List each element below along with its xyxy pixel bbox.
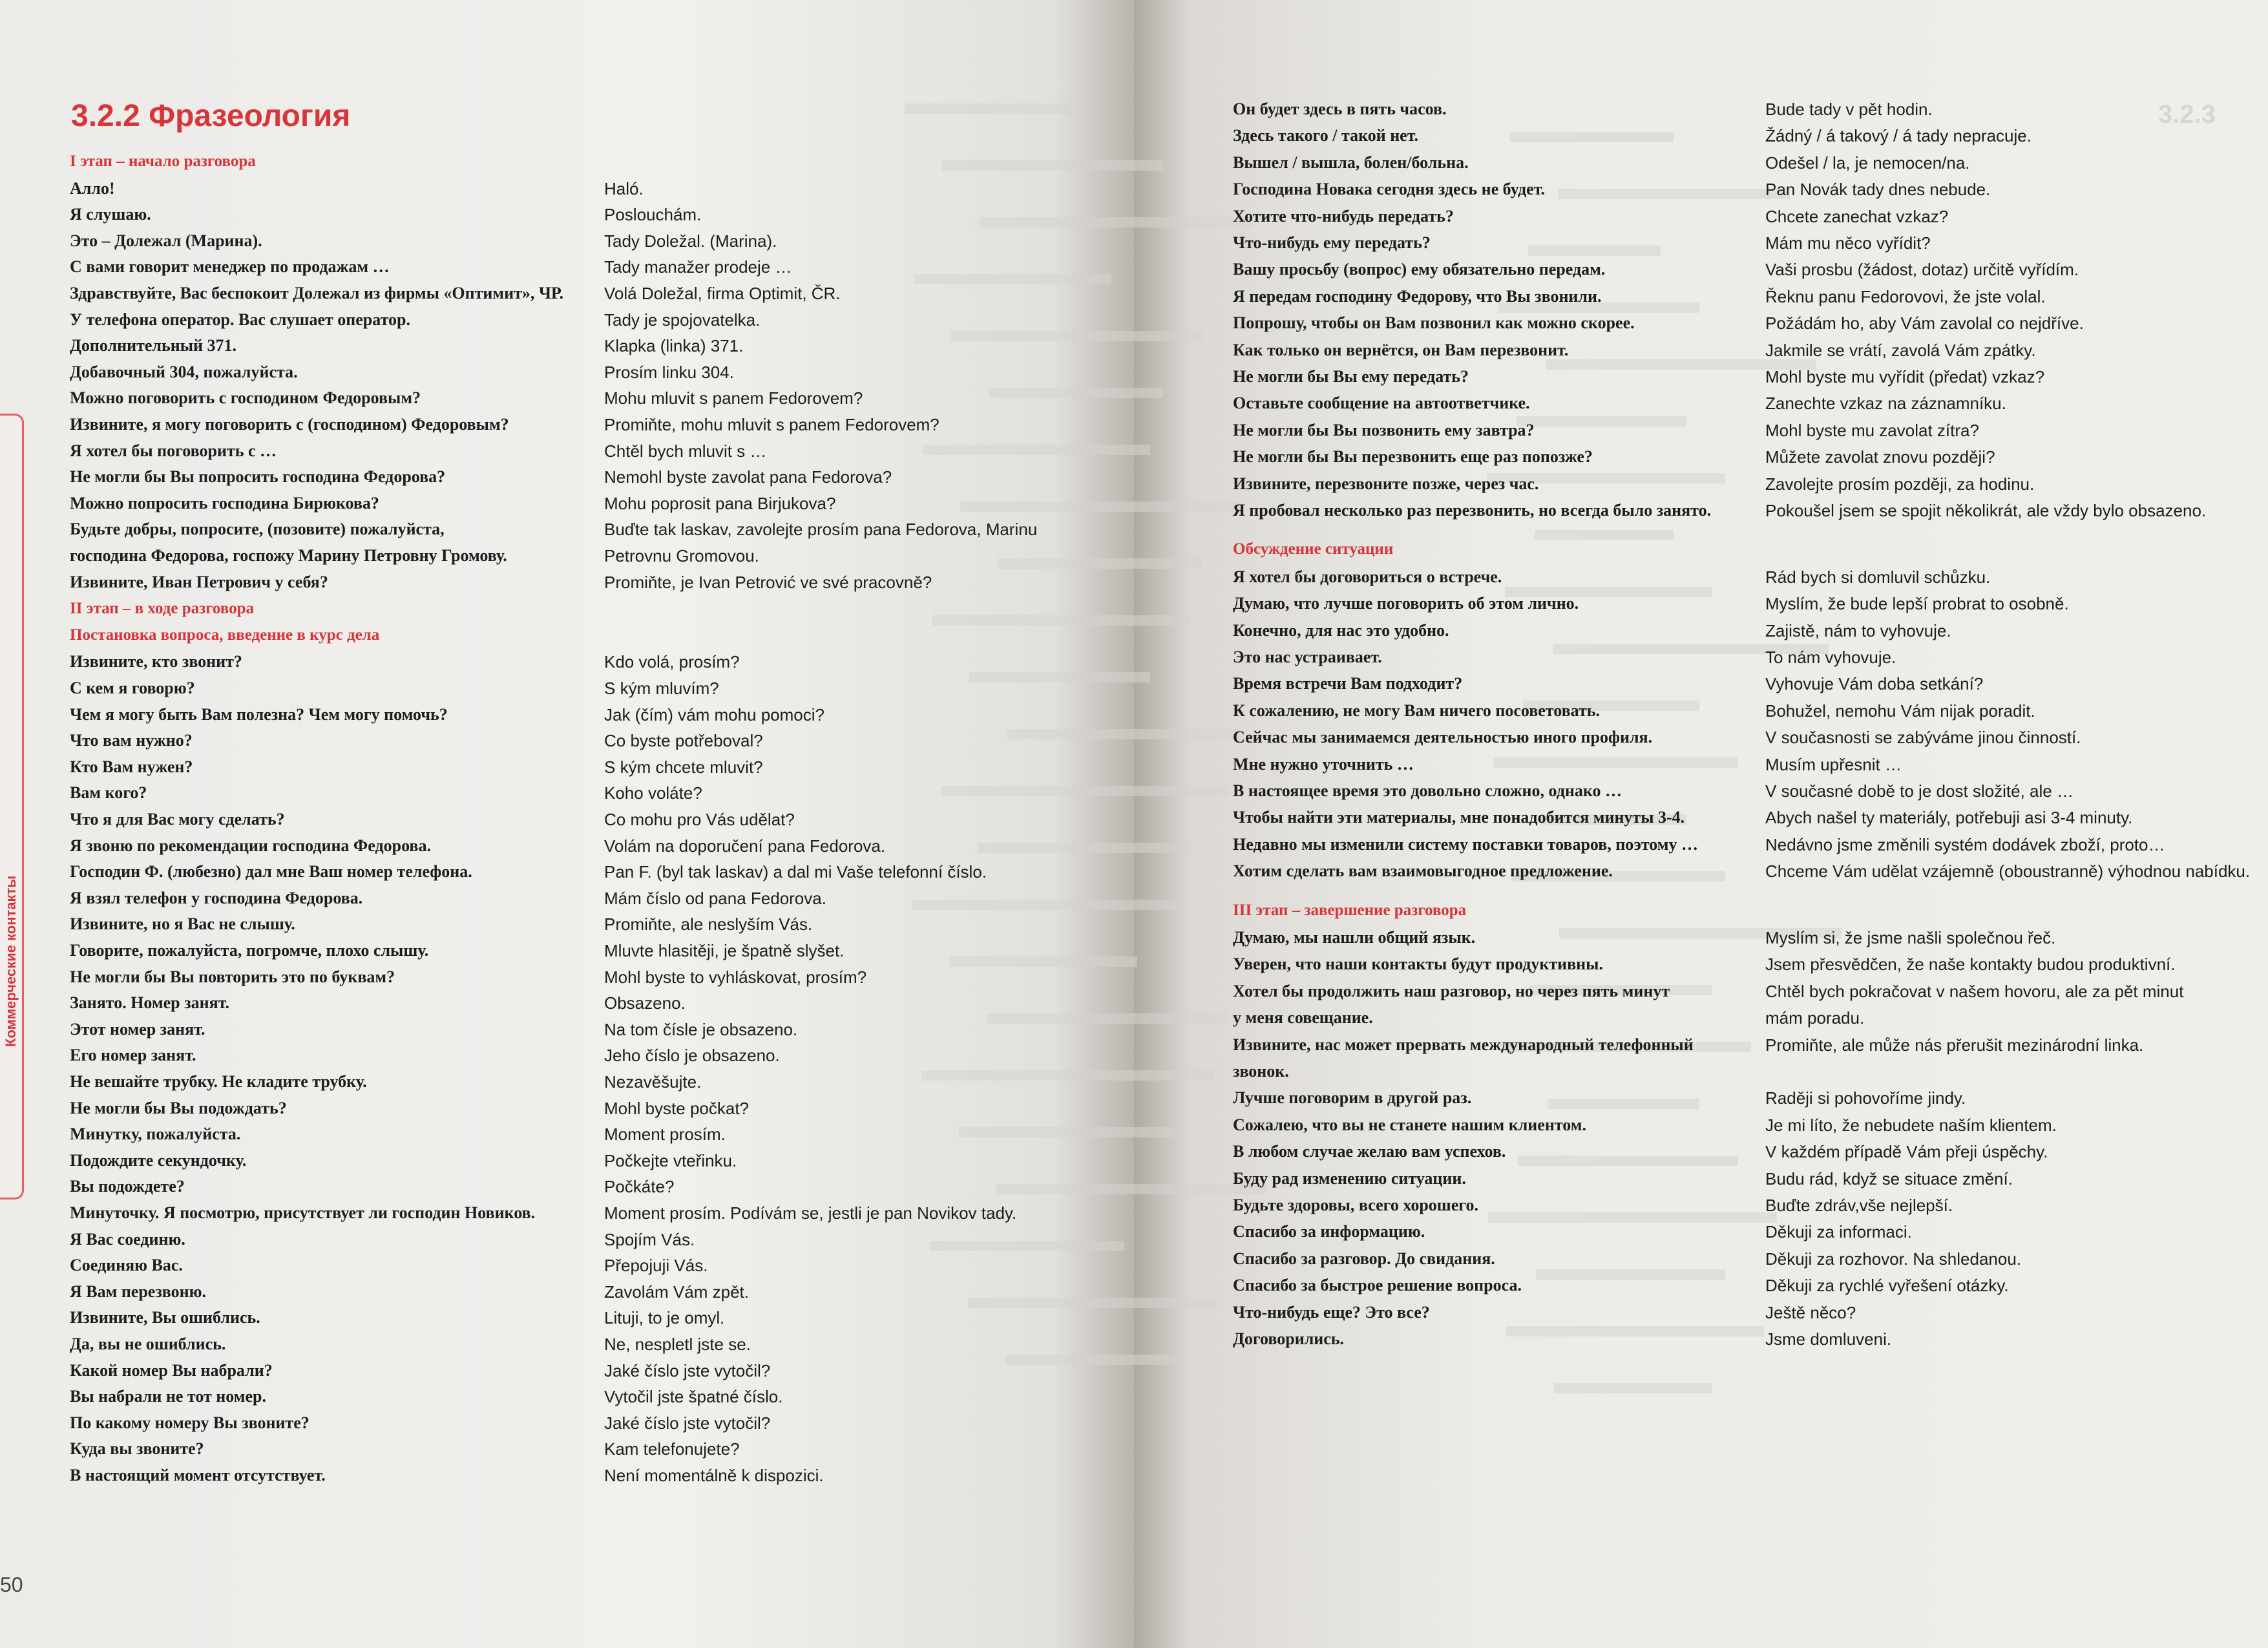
- phrase-ru: Его номер занят.: [70, 1046, 196, 1065]
- phrase-cs: Jakmile se vrátí, zavolá Vám zpátky.: [1765, 340, 2036, 360]
- bleed-through-line: [1493, 757, 1738, 768]
- phrase-ru: Спасибо за информацию.: [1233, 1222, 1425, 1241]
- phrase-ru: Извините, но я Вас не слышу.: [70, 914, 295, 934]
- phrase-cs: Obsazeno.: [604, 993, 686, 1013]
- phrase-ru: Какой номер Вы набрали?: [70, 1360, 273, 1380]
- bleed-through-line: [996, 1184, 1266, 1194]
- phrase-ru: Не могли бы Вы попросить господина Федорова?: [70, 467, 446, 487]
- phrase-ru: Хотите что-нибудь передать?: [1233, 206, 1454, 226]
- section-header: III этап – завершение разговора: [1233, 901, 1467, 919]
- phrase-cs: Koho voláte?: [604, 783, 702, 803]
- phrase-ru: Не могли бы Вы повторить это по буквам?: [70, 967, 395, 986]
- phrase-ru: Извините, я могу поговорить с (господином) Федоровым?: [70, 415, 509, 434]
- phrase-cs: mám poradu.: [1765, 1008, 1865, 1028]
- phrase-ru: Извините, кто звонит?: [70, 652, 242, 671]
- bleed-through-line: [987, 1013, 1228, 1024]
- phrase-cs: Spojím Vás.: [604, 1229, 695, 1249]
- phrase-cs: Pan F. (byl tak laskav) a dal mi Vaše telefonní číslo.: [604, 862, 987, 882]
- phrase-ru: Дополнительный 371.: [70, 336, 236, 355]
- bleed-through-line: [1535, 530, 1674, 540]
- bleed-through-line: [950, 956, 1137, 967]
- bleed-through-heading: 3.2.3: [2158, 100, 2216, 129]
- phrase-ru: Думаю, что лучше поговорить об этом лично.: [1233, 594, 1579, 613]
- phrase-ru: Время встречи Вам подходит?: [1233, 674, 1463, 693]
- phrase-ru: у меня совещание.: [1233, 1008, 1373, 1028]
- phrase-cs: Řeknu panu Fedorovovi, že jste volal.: [1765, 286, 2046, 306]
- phrase-cs: Nemohl byste zavolat pana Fedorova?: [604, 467, 892, 487]
- phrase-ru: Не могли бы Вы перезвонить еще раз попозже?: [1233, 447, 1593, 467]
- bleed-through-line: [968, 1298, 1215, 1308]
- phrase-cs: Mám mu něco vyřídit?: [1765, 233, 1931, 253]
- phrase-ru: Что я для Вас могу сделать?: [70, 810, 285, 829]
- phrase-ru: В любом случае желаю вам успехов.: [1233, 1142, 1506, 1161]
- phrase-ru: Лучше поговорим в другой раз.: [1233, 1088, 1472, 1108]
- phrase-cs: S kým chcete mluvit?: [604, 757, 763, 777]
- phrase-ru: Не могли бы Вы позвонить ему завтра?: [1233, 420, 1535, 439]
- section-header: Обсуждение ситуации: [1233, 540, 1394, 558]
- phrase-cs: Žádný / á takový / á tady nepracuje.: [1765, 126, 2032, 146]
- phrase-ru: Что вам нужно?: [70, 731, 193, 750]
- phrase-ru: Уверен, что наши контакты будут продуктивны.: [1233, 955, 1603, 974]
- phrase-cs: Vaši prosbu (žádost, dotaz) určitě vyřídím.: [1765, 260, 2079, 280]
- phrase-cs: Promiňte, mohu mluvit s panem Fedorovem?: [604, 415, 940, 434]
- phrase-ru: Не могли бы Вы ему передать?: [1233, 367, 1469, 386]
- phrase-cs: Chtěl bych pokračovat v našem hovoru, ale za pět minut: [1765, 981, 2184, 1001]
- phrase-ru: С кем я говорю?: [70, 679, 195, 697]
- phrase-cs: Zavolám Vám zpět.: [604, 1282, 749, 1302]
- phrase-ru: звонок.: [1233, 1062, 1289, 1081]
- phrase-ru: Это – Долежал (Марина).: [70, 231, 262, 250]
- phrase-ru: Что-нибудь еще? Это все?: [1233, 1302, 1430, 1322]
- phrase-cs: Buďte tak laskav, zavolejte prosím pana Fedorova, Marinu: [604, 520, 1038, 540]
- phrase-ru: В настоящий момент отсутствует.: [70, 1466, 326, 1484]
- phrase-cs: Zanechte vzkaz na záznamníku.: [1765, 394, 2006, 414]
- phrase-ru: Я Вас соединю.: [70, 1229, 185, 1249]
- phrase-cs: Děkuji za rozhovor. Na shledanou.: [1765, 1249, 2022, 1269]
- phrase-cs: S kým mluvím?: [604, 679, 719, 698]
- phrase-cs: Kam telefonujete?: [604, 1439, 740, 1459]
- phrase-cs: Jaké číslo jste vytočil?: [604, 1413, 771, 1433]
- phrase-ru: Будьте здоровы, всего хорошего.: [1233, 1196, 1478, 1214]
- phrase-cs: Mohl byste to vyhláskovat, prosím?: [604, 967, 867, 987]
- phrase-ru: Чем я могу быть Вам полезна? Чем могу помочь?: [70, 704, 448, 724]
- bleed-through-line: [1506, 1326, 1764, 1336]
- bleed-through-line: [923, 445, 1150, 455]
- phrase-cs: Co byste potřeboval?: [604, 731, 763, 751]
- bleed-through-line: [1517, 416, 1686, 427]
- phrase-cs: Nezavěšujte.: [604, 1072, 702, 1092]
- phrase-cs: Zavolejte prosím později, za hodinu.: [1765, 474, 2035, 494]
- phrase-cs: Vyhovuje Vám doba setkání?: [1765, 674, 1984, 694]
- phrase-ru: Это нас устраивает.: [1233, 648, 1382, 666]
- side-tab-label: Коммерческие контакты: [3, 875, 19, 1047]
- phrase-ru: Что-нибудь ему передать?: [1233, 233, 1431, 252]
- bleed-through-line: [921, 1070, 1215, 1081]
- phrase-cs: Volám na doporučení pana Fedorova.: [604, 836, 886, 856]
- phrase-cs: Je mi líto, že nebudete naším klientem.: [1765, 1115, 2057, 1135]
- bleed-through-line: [942, 160, 1163, 171]
- phrase-ru: Я слушаю.: [70, 205, 151, 224]
- phrase-ru: Минутку, пожалуйста.: [70, 1125, 241, 1144]
- phrase-ru: Оставьте сообщение на автоответчике.: [1233, 394, 1530, 413]
- phrase-ru: Кто Вам нужен?: [70, 757, 193, 776]
- phrase-ru: Минуточку. Я посмотрю, присутствует ли господин Новиков.: [70, 1203, 536, 1222]
- phrase-cs: Pan Novák tady dnes nebude.: [1765, 180, 1991, 200]
- bleed-through-line: [980, 217, 1254, 227]
- phrase-cs: Raději si pohovoříme jindy.: [1765, 1088, 1966, 1108]
- phrase-ru: Можно поговорить с господином Федоровым?: [70, 388, 421, 408]
- bleed-through-line: [930, 1241, 1124, 1251]
- phrase-cs: Tady je spojovatelka.: [604, 310, 761, 330]
- bleed-through-line: [960, 502, 1241, 512]
- phrase-cs: Chtěl bych mluvit s …: [604, 441, 767, 461]
- phrase-cs: Chcete zanechat vzkaz?: [1765, 206, 1949, 226]
- phrase-ru: Сожалею, что вы не станете нашим клиентом.: [1233, 1115, 1586, 1134]
- phrase-ru: господина Федорова, госпожу Марину Петровну Громову.: [70, 546, 507, 565]
- phrase-cs: V současné době to je dost složité, ale …: [1765, 781, 2074, 801]
- section-subheader: Постановка вопроса, введение в курс дела: [70, 626, 380, 644]
- phrase-ru: В настоящее время это довольно сложно, однако …: [1233, 781, 1622, 800]
- bleed-through-line: [912, 900, 1176, 910]
- phrase-ru: Чтобы найти эти материалы, мне понадобится минуты 3-4.: [1233, 808, 1685, 827]
- phrase-ru: Хотим сделать вам взаимовыгодное предложение.: [1233, 861, 1613, 881]
- phrase-ru: Не могли бы Вы подождать?: [70, 1098, 287, 1117]
- phrase-cs: Na tom čísle je obsazeno.: [604, 1019, 798, 1039]
- phrase-cs: Bude tady v pět hodin.: [1765, 100, 1933, 119]
- phrase-ru: Буду рад изменению ситуации.: [1233, 1168, 1466, 1188]
- phrase-cs: Co mohu pro Vás udělat?: [604, 810, 795, 829]
- bleed-through-line: [959, 1127, 1176, 1137]
- phrase-ru: Я Вам перезвоню.: [70, 1282, 207, 1301]
- bleed-through-line: [1005, 1355, 1176, 1365]
- phrase-cs: Kdo volá, prosím?: [604, 652, 740, 672]
- phrase-ru: Хотел бы продолжить наш разговор, но через пять минут: [1233, 981, 1670, 1000]
- phrase-ru: Думаю, мы нашли общий язык.: [1233, 928, 1476, 947]
- phrase-cs: Ne, nespletl jste se.: [604, 1335, 751, 1354]
- bleed-through-line: [998, 558, 1202, 569]
- phrase-cs: Petrovnu Gromovou.: [604, 546, 759, 565]
- phrase-cs: Moment prosím.: [604, 1125, 726, 1145]
- phrase-ru: Извините, Вы ошиблись.: [70, 1308, 260, 1327]
- phrase-ru: По какому номеру Вы звоните?: [70, 1413, 310, 1432]
- phrase-ru: Вышел / вышла, болен/больна.: [1233, 153, 1469, 172]
- phrase-cs: Abych našel ty materiály, potřebuji asi 3-4 minuty.: [1765, 808, 2133, 828]
- bleed-through-line: [1554, 1383, 1712, 1393]
- phrase-ru: Извините, Иван Петрович у себя?: [70, 572, 328, 591]
- phrase-ru: Здесь такого / такой нет.: [1233, 126, 1419, 145]
- phrase-ru: Вы набрали не тот номер.: [70, 1387, 266, 1406]
- phrase-cs: Myslím si, že jsme našli společnou řeč.: [1765, 928, 2056, 947]
- phrase-cs: Budu rád, když se situace změní.: [1765, 1168, 2013, 1188]
- section-header: I этап – начало разговора: [70, 153, 256, 170]
- phrase-cs: Mám číslo od pana Fedorova.: [604, 888, 826, 908]
- phrase-cs: Chceme Vám udělat vzájemně (oboustranně) výhodnou nabídku.: [1765, 861, 2251, 882]
- phrase-ru: Извините, перезвоните позже, через час.: [1233, 474, 1539, 493]
- phrase-cs: Mohl byste mu zavolat zítra?: [1765, 420, 1979, 440]
- phrase-ru: Он будет здесь в пять часов.: [1233, 100, 1447, 118]
- bleed-through-line: [1510, 132, 1674, 142]
- phrase-cs: Mohu mluvit s panem Fedorovem?: [604, 388, 863, 408]
- phrase-ru: Этот номер занят.: [70, 1019, 205, 1039]
- phrase-ru: Мне нужно уточнить …: [1233, 754, 1414, 774]
- bleed-through-line: [1548, 1099, 1699, 1109]
- phrase-cs: Klapka (linka) 371.: [604, 336, 744, 356]
- phrase-cs: Děkuji za informaci.: [1765, 1222, 1912, 1242]
- phrase-ru: У телефона оператор. Вас слушает оператор.: [70, 310, 410, 329]
- phrase-cs: V každém případě Vám přeji úspěchy.: [1765, 1142, 2048, 1162]
- phrase-cs: Promiňte, ale může nás přerušit mezinárodní linka.: [1765, 1035, 2144, 1055]
- phrase-ru: Конечно, для нас это удобно.: [1233, 620, 1449, 640]
- phrase-cs: Mohl byste počkat?: [604, 1098, 750, 1118]
- phrase-cs: Požádám ho, aby Vám zavolal co nejdříve.: [1765, 313, 2084, 333]
- phrase-ru: Я передам господину Федорову, что Вы звонили.: [1233, 286, 1602, 306]
- phrase-ru: Говорите, пожалуйста, погромче, плохо слышу.: [70, 941, 429, 960]
- phrase-ru: Вашу просьбу (вопрос) ему обязательно передам.: [1233, 260, 1606, 279]
- phrase-cs: Tady manažer prodeje …: [604, 257, 792, 277]
- phrase-ru: Добавочный 304, пожалуйста.: [70, 362, 298, 381]
- bleed-through-line: [932, 615, 1189, 626]
- phrase-cs: Mohl byste mu vyřídit (předat) vzkaz?: [1765, 367, 2045, 386]
- phrase-ru: Будьте добры, попросите, (позовите) пожалуйста,: [70, 520, 445, 539]
- phrase-ru: Алло!: [70, 178, 115, 198]
- phrase-cs: Nedávno jsme změnili systém dodávek zboží, proto…: [1765, 834, 2165, 854]
- phrase-ru: Да, вы не ошиблись.: [70, 1335, 226, 1353]
- phrase-cs: V současnosti se zabýváme jinou činností.: [1765, 728, 2081, 748]
- phrase-ru: Недавно мы изменили систему поставки товаров, поэтому …: [1233, 834, 1698, 854]
- phrase-ru: Соединяю Вас.: [70, 1256, 183, 1275]
- phrase-cs: Není momentálně k dispozici.: [604, 1466, 824, 1485]
- phrase-cs: Počkejte vteřinku.: [604, 1150, 737, 1170]
- bleed-through-line: [989, 388, 1163, 398]
- phrase-cs: Lituji, to je omyl.: [604, 1308, 725, 1328]
- phrase-ru: К сожалению, не могу Вам ничего посоветовать.: [1233, 701, 1600, 720]
- bleed-through-line: [969, 672, 1150, 682]
- bleed-through-line: [951, 331, 1202, 341]
- phrase-ru: Спасибо за разговор. До свидания.: [1233, 1249, 1495, 1268]
- phrase-cs: Můžete zavolat znovu později?: [1765, 447, 1995, 467]
- phrase-cs: Haló.: [604, 178, 644, 198]
- phrase-cs: Jsem přesvědčen, že naše kontakty budou produktivní.: [1765, 955, 2176, 975]
- bleed-through-line: [1488, 1212, 1777, 1223]
- phrase-cs: Bohužel, nemohu Vám nijak poradit.: [1765, 701, 2035, 721]
- bleed-through-line: [905, 103, 1073, 114]
- phrase-cs: Přepojuji Vás.: [604, 1256, 708, 1276]
- page-number: 50: [0, 1573, 23, 1596]
- phrase-cs: Rád bych si domluvil schůzku.: [1765, 567, 1991, 587]
- phrase-cs: Jaké číslo jste vytočil?: [604, 1360, 771, 1380]
- bleed-through-line: [1558, 189, 1790, 199]
- phrase-cs: To nám vyhovuje.: [1765, 648, 1896, 667]
- phrase-ru: Сейчас мы занимаемся деятельностью иного профиля.: [1233, 728, 1653, 747]
- phrase-ru: Как только он вернётся, он Вам перезвонит.: [1233, 340, 1569, 359]
- section-header: II этап – в ходе разговора: [70, 600, 255, 618]
- phrase-cs: Jak (čím) vám mohu pomoci?: [604, 704, 824, 724]
- phrase-cs: Odešel / la, je nemocen/na.: [1765, 153, 1970, 173]
- phrase-cs: Děkuji za rychlé vyřešení otázky.: [1765, 1276, 2009, 1296]
- phrase-cs: Počkáte?: [604, 1177, 675, 1197]
- phrase-cs: Ještě něco?: [1765, 1302, 1856, 1322]
- phrase-ru: Вам кого?: [70, 783, 147, 803]
- phrase-ru: Спасибо за быстрое решение вопроса.: [1233, 1276, 1522, 1295]
- phrase-ru: Я взял телефон у господина Федорова.: [70, 888, 363, 907]
- phrase-ru: Господин Ф. (любезно) дал мне Ваш номер телефона.: [70, 862, 472, 882]
- phrase-cs: Mluvte hlasitěji, je špatně slyšet.: [604, 941, 845, 960]
- bleed-through-line: [1518, 1156, 1738, 1166]
- bleed-through-line: [941, 786, 1228, 796]
- phrase-ru: Куда вы звоните?: [70, 1439, 204, 1459]
- phrase-cs: Volá Doležal, firma Optimit, ČR.: [604, 284, 841, 303]
- phrase-ru: С вами говорит менеджер по продажам …: [70, 257, 390, 277]
- phrase-ru: Извините, нас может прервать международный телефонный: [1233, 1035, 1694, 1054]
- bleed-through-line: [978, 843, 1189, 853]
- phrase-ru: Попрошу, чтобы он Вам позвонил как можно скорее.: [1233, 313, 1635, 333]
- phrase-ru: Я звоню по рекомендации господина Федорова.: [70, 836, 431, 855]
- phrase-cs: Prosím linku 304.: [604, 362, 734, 382]
- phrase-cs: Vytočil jste špatné číslo.: [604, 1387, 783, 1407]
- phrase-cs: Jsme domluveni.: [1765, 1329, 1892, 1349]
- phrase-cs: Pokoušel jsem se spojit několikrát, ale vždy bylo obsazeno.: [1765, 501, 2207, 520]
- phrase-cs: Buďte zdráv,vše nejlepší.: [1765, 1196, 1953, 1215]
- phrase-cs: Musím upřesnit …: [1765, 754, 1902, 774]
- phrase-ru: Я хотел бы поговорить с …: [70, 441, 277, 460]
- page-title: 3.2.2 Фразеология: [71, 99, 351, 133]
- phrase-cs: Tady Doležal. (Marina).: [604, 231, 777, 251]
- phrase-ru: Я пробовал несколько раз перезвонить, но всегда было занято.: [1233, 501, 1712, 520]
- phrase-cs: Promiňte, je Ivan Petrović ve své pracovně?: [604, 572, 932, 592]
- phrase-ru: Занято. Номер занят.: [70, 993, 229, 1013]
- phrase-cs: Mohu poprosit pana Birjukova?: [604, 493, 836, 513]
- phrase-cs: Myslím, že bude lepší probrat to osobně.: [1765, 594, 2069, 614]
- phrase-cs: Poslouchám.: [604, 205, 702, 225]
- phrase-ru: Не вешайте трубку. Не кладите трубку.: [70, 1072, 367, 1091]
- bleed-through-line: [1528, 246, 1661, 256]
- bleed-through-line: [914, 274, 1111, 284]
- phrase-ru: Вы подождете?: [70, 1177, 185, 1196]
- phrase-cs: Moment prosím. Podívám se, jestli je pan Novikov tady.: [604, 1203, 1017, 1223]
- phrase-ru: Господина Новака сегодня здесь не будет.: [1233, 180, 1546, 199]
- phrase-cs: Zajistě, nám to vyhovuje.: [1765, 620, 1951, 640]
- phrase-ru: Я хотел бы договориться о встрече.: [1233, 567, 1502, 586]
- phrase-ru: Здравствуйте, Вас беспокоит Долежал из фирмы «Оптимит», ЧР.: [70, 284, 564, 302]
- bleed-through-line: [1536, 1269, 1725, 1280]
- phrase-cs: Jeho číslo je obsazeno.: [604, 1046, 780, 1066]
- phrase-ru: Договорились.: [1233, 1329, 1345, 1348]
- bleed-through-line: [1007, 729, 1241, 739]
- phrase-cs: Promiňte, ale neslyším Vás.: [604, 914, 813, 935]
- phrase-ru: Подождите секундочку.: [70, 1150, 247, 1170]
- phrase-ru: Можно попросить господина Бирюкова?: [70, 493, 379, 512]
